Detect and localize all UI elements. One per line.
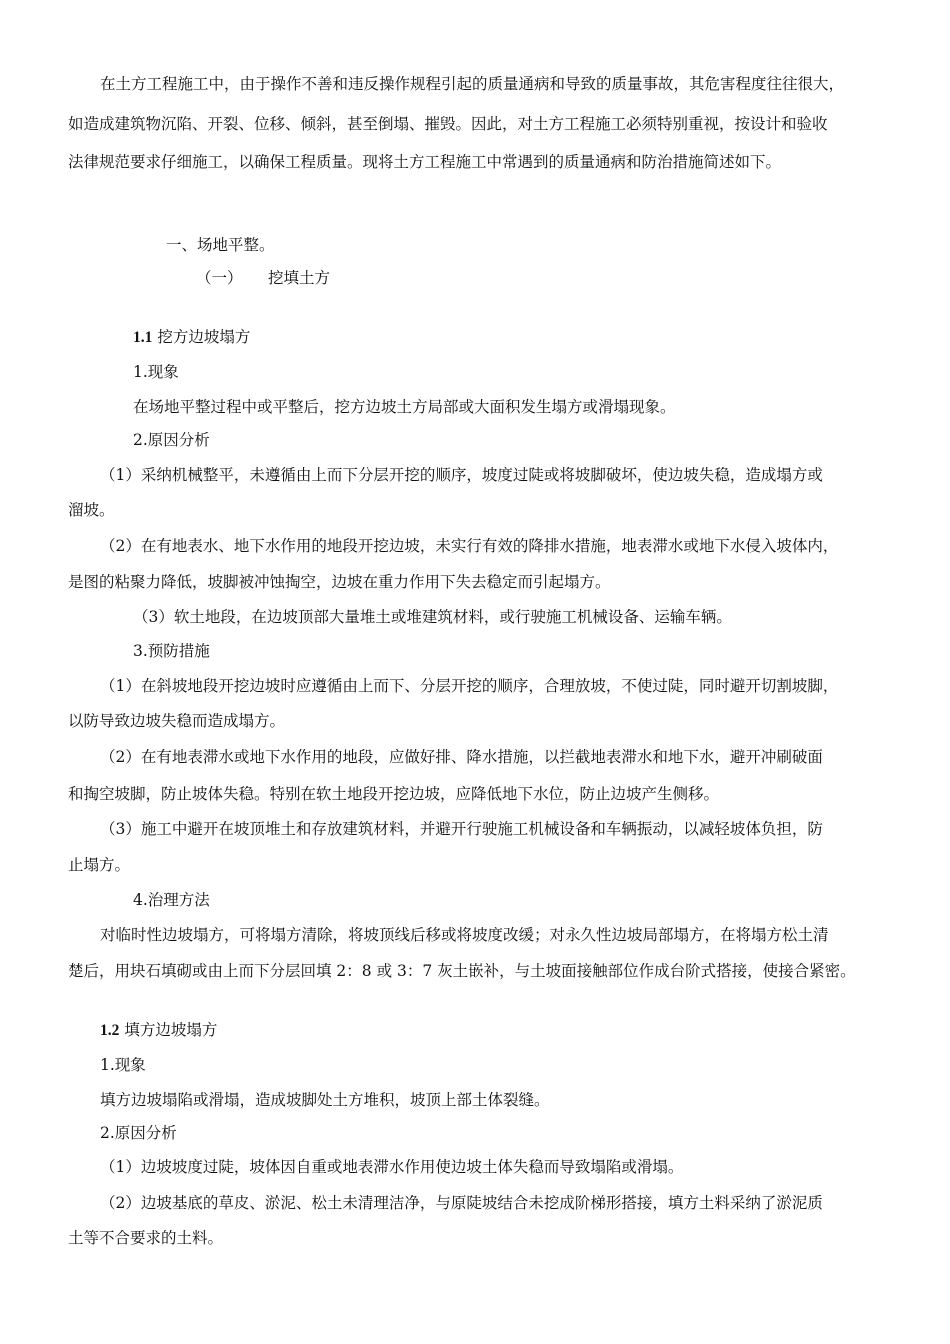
s11-cause-heading: 2.原因分析 bbox=[133, 431, 210, 449]
s11-treatment-line-2: 楚后，用块石填砌或由上而下分层回填 2：8 或 3：7 灰土嵌补，与土坡面接触部位作成台阶式搭接，使接合紧密。 bbox=[68, 962, 856, 980]
s11-treatment-heading: 4.治理方法 bbox=[133, 891, 210, 909]
heading-1-2-number: 1.2 bbox=[100, 1022, 120, 1039]
s12-cause-heading: 2.原因分析 bbox=[100, 1124, 177, 1142]
subsection-number: （一） bbox=[196, 269, 243, 287]
heading-1-1-number: 1.1 bbox=[133, 329, 153, 346]
intro-line-3: 法律规范要求仔细施工，以确保工程质量。现将土方工程施工中常遇到的质量通病和防治措施简述如下。 bbox=[68, 153, 782, 171]
s12-cause-1: （1）边坡坡度过陡，坡体因自重或地表滞水作用使边坡土体失稳而导致塌陷或滑塌。 bbox=[100, 1158, 684, 1176]
s12-cause-2-line-1: （2）边坡基底的草皮、淤泥、松土未清理洁净，与原陡坡结合未挖成阶梯形搭接，填方土料采纳了淤泥质 bbox=[100, 1194, 823, 1212]
s11-prevention-2-line-2: 和掏空坡脚，防止坡体失稳。特别在软土地段开挖边坡，应降低地下水位，防止边坡产生侧移。 bbox=[68, 785, 720, 803]
s11-prevention-heading: 3.预防措施 bbox=[133, 642, 210, 660]
s11-cause-1-line-2: 溜坡。 bbox=[68, 501, 115, 519]
s11-cause-2-line-1: （2）在有地表水、地下水作用的地段开挖边坡，未实行有效的降排水措施，地表滞水或地下水侵入坡体内， bbox=[100, 537, 839, 555]
s11-prevention-1-line-1: （1）在斜坡地段开挖边坡时应遵循由上而下、分层开挖的顺序，合理放坡，不使过陡，同时避开切割坡脚， bbox=[100, 677, 839, 695]
s11-prevention-3-line-2: 止塌方。 bbox=[68, 856, 131, 874]
heading-1-2-title: 填方边坡塌方 bbox=[124, 1021, 218, 1039]
s11-treatment-line-1: 对临时性边坡塌方，可将塌方清除，将坡顶线后移或将坡度改缓；对永久性边坡局部塌方，在将塌方松土清 bbox=[100, 926, 829, 944]
s11-prevention-1-line-2: 以防导致边坡失稳而造成塌方。 bbox=[68, 712, 286, 730]
s11-phenomenon-text: 在场地平整过程中或平整后，挖方边坡土方局部或大面积发生塌方或滑塌现象。 bbox=[133, 398, 676, 416]
subsection-heading: 挖填土方 bbox=[268, 269, 331, 287]
s12-cause-2-line-2: 土等不合要求的土料。 bbox=[68, 1229, 224, 1247]
s12-phenomenon-text: 填方边坡塌陷或滑塌，造成坡脚处土方堆积，坡顶上部土体裂缝。 bbox=[100, 1091, 550, 1109]
s11-cause-1-line-1: （1）采纳机械整平，未遵循由上而下分层开挖的顺序，坡度过陡或将坡脚破坏，使边坡失稳，造成塌方或 bbox=[100, 466, 823, 484]
s12-phenomenon-heading: 1.现象 bbox=[100, 1056, 146, 1074]
s11-prevention-2-line-1: （2）在有地表滞水或地下水作用的地段，应做好排、降水措施，以拦截地表滞水和地下水，避开冲刷破面 bbox=[100, 748, 823, 766]
s11-cause-3: （3）软土地段，在边坡顶部大量堆土或堆建筑材料，或行驶施工机械设备、运输车辆。 bbox=[133, 608, 732, 626]
heading-1-2 bbox=[100, 1020, 217, 1041]
section-heading: 一、场地平整。 bbox=[166, 236, 275, 254]
s11-phenomenon-heading: 1.现象 bbox=[133, 363, 179, 381]
intro-line-2: 如造成建筑物沉陷、开裂、位移、倾斜，甚至倒塌、摧毁。因此，对土方工程施工必须特别重视，按设计和验收 bbox=[68, 115, 828, 133]
s11-prevention-3-line-1: （3）施工中避开在坡顶堆土和存放建筑材料，并避开行驶施工机械设备和车辆振动，以减轻坡体负担，防 bbox=[100, 820, 823, 838]
heading-1-1 bbox=[133, 327, 250, 348]
s11-cause-2-line-2: 是图的粘聚力降低，坡脚被冲蚀掏空，边坡在重力作用下失去稳定而引起塌方。 bbox=[68, 573, 611, 591]
intro-line-1: 在土方工程施工中，由于操作不善和违反操作规程引起的质量通病和导致的质量事故，其危害程度往往很大， bbox=[100, 75, 845, 93]
heading-1-1-title: 挖方边坡塌方 bbox=[157, 328, 251, 346]
